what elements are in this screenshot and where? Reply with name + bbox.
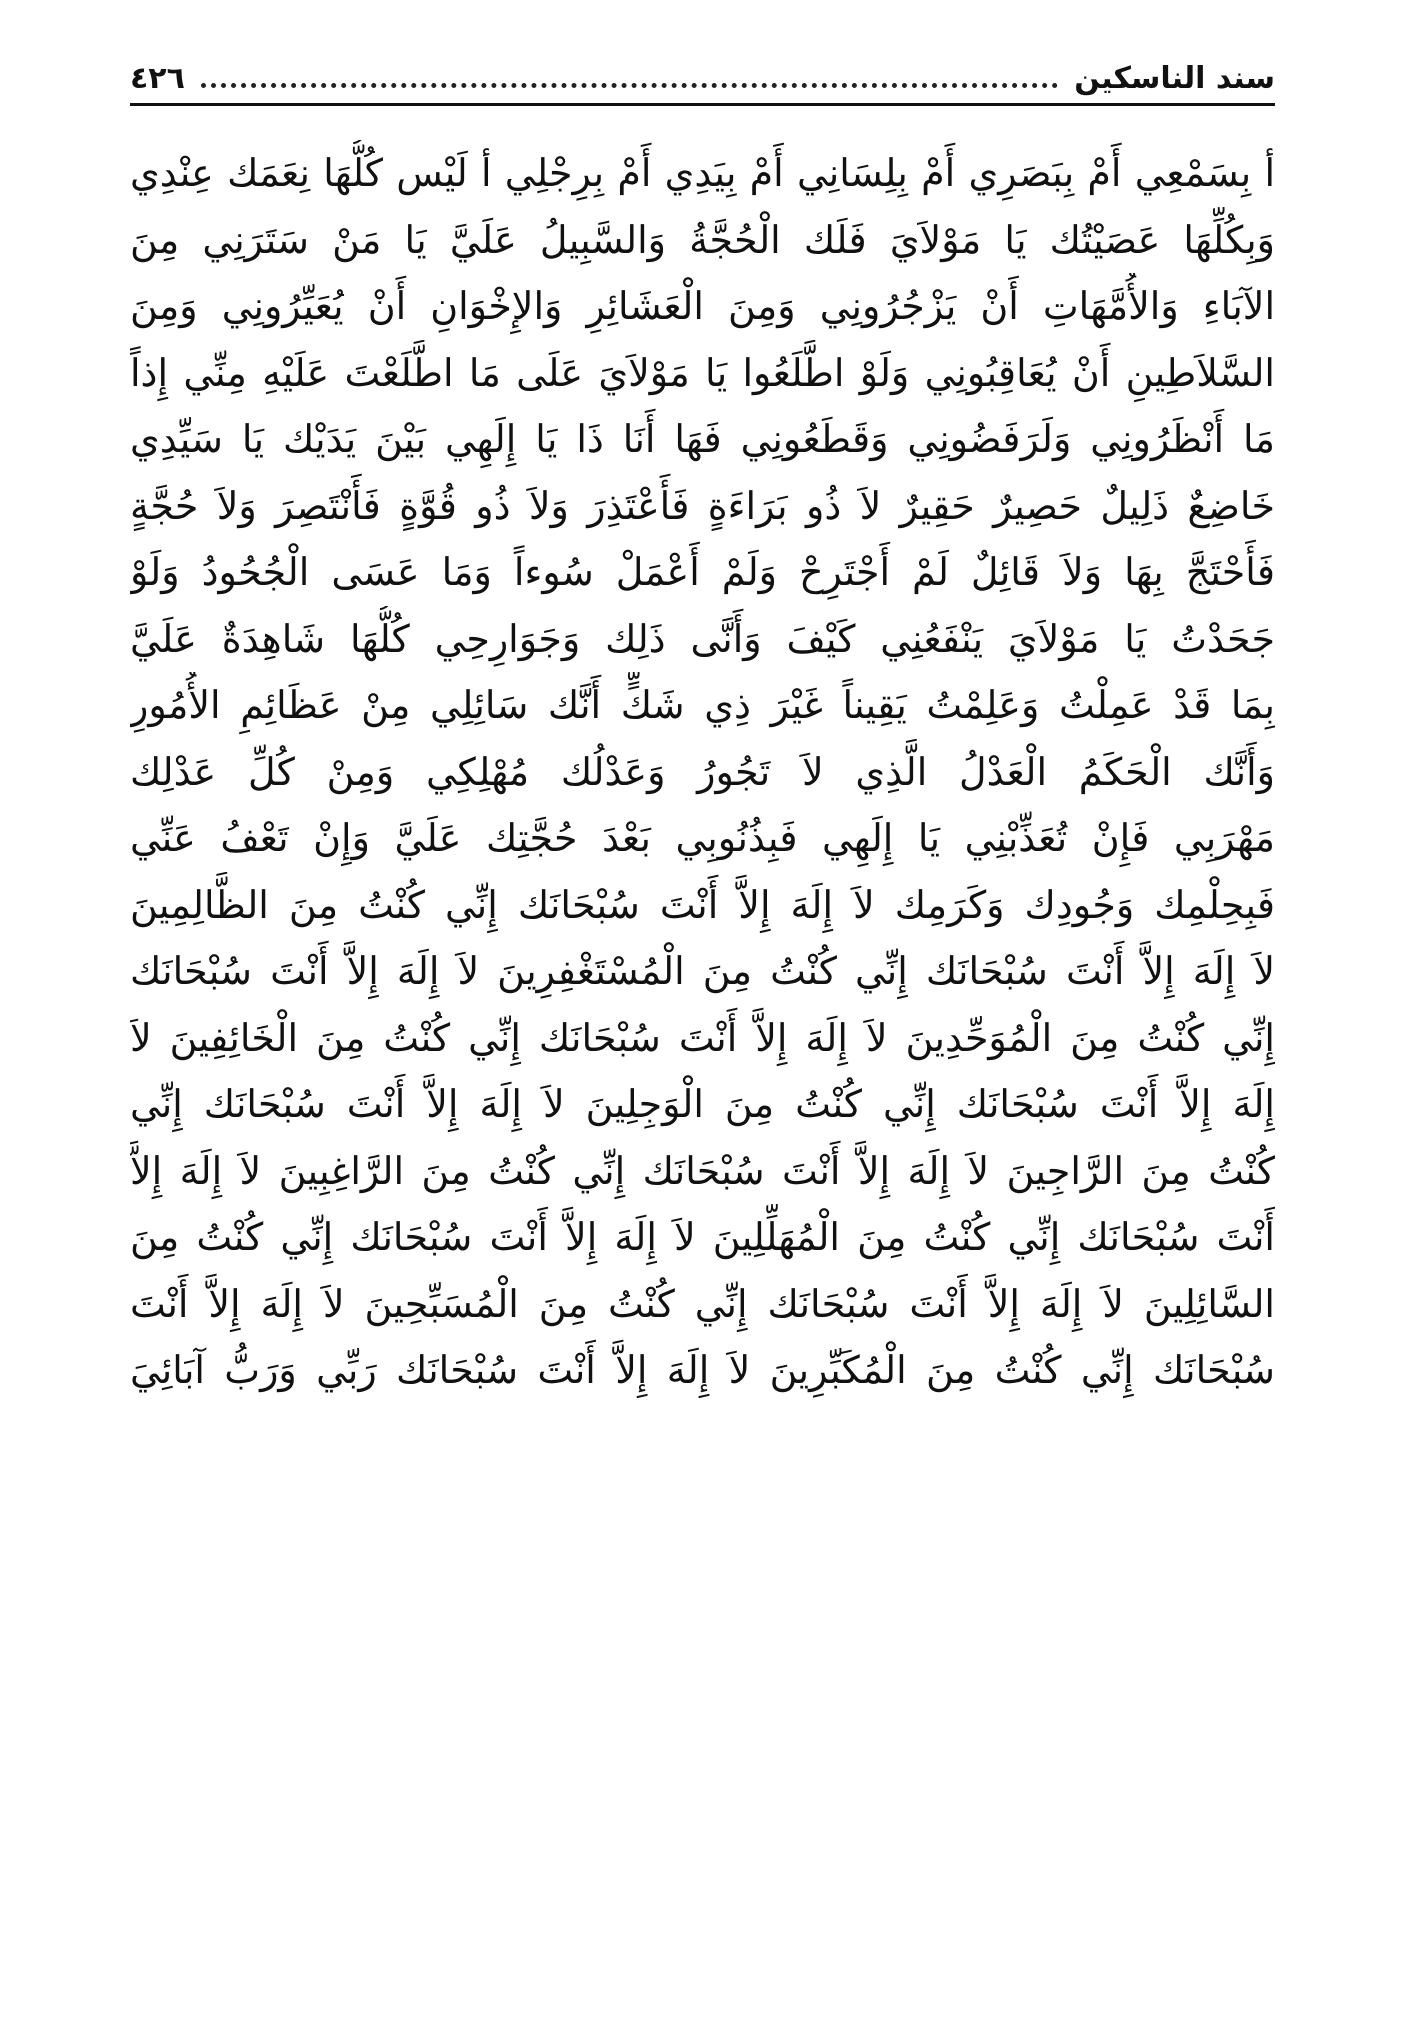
- text-line: السَّلاَطِينِ أَنْ يُعَاقِبُونِي وَلَوْ اطَّلَعُوا يَا مَوْلاَيَ عَلَى مَا اطَّلَعْتَ عَلَيْهِ مِنِّي إِذاً: [130, 350, 1275, 395]
- text-line: لاَ إِلَهَ إِلاَّ أَنْتَ سُبْحَانَك إِنِّي كُنْتُ مِنَ الْمُسْتَغْفِرِينَ لاَ إِلَهَ إِلاَّ أَنْتَ سُبْحَانَك: [130, 949, 1275, 993]
- text-line: مَهْرَبِي فَإِنْ تُعَذِّبْنِي يَا إِلَهِي فَبِذُنُوبِي بَعْدَ حُجَّتِك عَلَيَّ وَإِنْ تَعْفُ عَنِّي: [130, 816, 1275, 860]
- text-line: أَنْتَ سُبْحَانَك إِنِّي كُنْتُ مِنَ الْمُهَلِّلِينَ لاَ إِلَهَ إِلاَّ أَنْتَ سُبْحَانَك إِنِّي كُنْتُ مِنَ: [130, 1215, 1275, 1259]
- text-line: إِلَهَ إِلاَّ أَنْتَ سُبْحَانَك إِنِّي كُنْتُ مِنَ الْوَجِلِينَ لاَ إِلَهَ إِلاَّ أَنْتَ سُبْحَانَك إِنِّي: [130, 1082, 1275, 1126]
- header-dotted-leader: [201, 83, 1058, 88]
- text-line: سُبْحَانَك إِنِّي كُنْتُ مِنَ الْمُكَبِّرِينَ لاَ إِلَهَ إِلاَّ أَنْتَ سُبْحَانَك رَبِّي وَرَبُّ آبَائِيَ: [130, 1348, 1275, 1392]
- text-line: جَحَدْتُ يَا مَوْلاَيَ يَنْفَعُنِي كَيْفَ وَأَنَّى ذَلِك وَجَوَارِحِي كُلُّهَا شَاهِدَةٌ عَلَيَّ: [130, 616, 1275, 661]
- text-line: أ بِسَمْعِي أَمْ بِبَصَرِي أَمْ بِلِسَانِي أَمْ بِيَدِي أَمْ بِرِجْلِي أ لَيْس كُلُّهَا نِعَمَك عِنْدِي: [130, 151, 1275, 195]
- text-line: خَاضِعٌ ذَلِيلٌ حَصِيرٌ حَقِيرٌ لاَ ذُو بَرَاءَةٍ فَأَعْتَذِرَ وَلاَ ذُو قُوَّةٍ فَأَنْتَصِرَ وَلاَ حُجَّةٍ: [130, 483, 1275, 528]
- text-line: إِنِّي كُنْتُ مِنَ الْمُوَحِّدِينَ لاَ إِلَهَ إِلاَّ أَنْتَ سُبْحَانَك إِنِّي كُنْتُ مِنَ الْخَائِفِينَ لاَ: [130, 1015, 1275, 1060]
- body-text: [130, 140, 1275, 1404]
- page-number: ٤٢٦: [130, 61, 185, 96]
- text-line: كُنْتُ مِنَ الرَّاجِينَ لاَ إِلَهَ إِلاَّ أَنْتَ سُبْحَانَك إِنِّي كُنْتُ مِنَ الرَّاغِبِينَ لاَ إِلَهَ إِلاَّ: [130, 1148, 1275, 1193]
- text-line: بِمَا قَدْ عَمِلْتُ وَعَلِمْتُ يَقِيناً غَيْرَ ذِي شَكٍّ أَنَّك سَائِلِي مِنْ عَظَائِمِ الأُمُورِ: [130, 683, 1275, 727]
- text-line: فَأَحْتَجَّ بِهَا وَلاَ قَائِلٌ لَمْ أَجْتَرِحْ وَلَمْ أَعْمَلْ سُوءاً وَمَا عَسَى الْجُحُودُ وَلَوْ: [130, 550, 1275, 594]
- header-title: سند الناسكين: [1074, 61, 1275, 96]
- text-line: السَّائِلِينَ لاَ إِلَهَ إِلاَّ أَنْتَ سُبْحَانَك إِنِّي كُنْتُ مِنَ الْمُسَبِّحِينَ لاَ إِلَهَ إِلاَّ أَنْتَ: [130, 1281, 1275, 1326]
- text-line: مَا أَنْظَرُونِي وَلَرَفَضُونِي وَقَطَعُونِي فَهَا أَنَا ذَا يَا إِلَهِي بَيْنَ يَدَيْك يَا سَيِّدِي: [130, 417, 1275, 461]
- text-line: فَبِحِلْمِك وَجُودِك وَكَرَمِك لاَ إِلَهَ إِلاَّ أَنْتَ سُبْحَانَك إِنِّي كُنْتُ مِنَ الظَّالِمِينَ: [130, 882, 1275, 927]
- header-rule: [130, 103, 1275, 106]
- text-line: الآبَاءِ وَالأُمَّهَاتِ أَنْ يَزْجُرُونِي وَمِنَ الْعَشَائِرِ وَالإِخْوَانِ أَنْ يُعَيِّرُونِي وَمِنَ: [130, 284, 1275, 328]
- text-line: وَأَنَّك الْحَكَمُ الْعَدْلُ الَّذِي لاَ تَجُورُ وَعَدْلُك مُهْلِكِي وَمِنْ كُلِّ عَدْلِك: [130, 749, 1275, 794]
- text-line: وَبِكُلِّهَا عَصَيْتُك يَا مَوْلاَيَ فَلَك الْحُجَّةُ وَالسَّبِيلُ عَلَيَّ يَا مَنْ سَتَرَنِي مِنَ: [130, 217, 1275, 262]
- running-header: [130, 38, 1275, 94]
